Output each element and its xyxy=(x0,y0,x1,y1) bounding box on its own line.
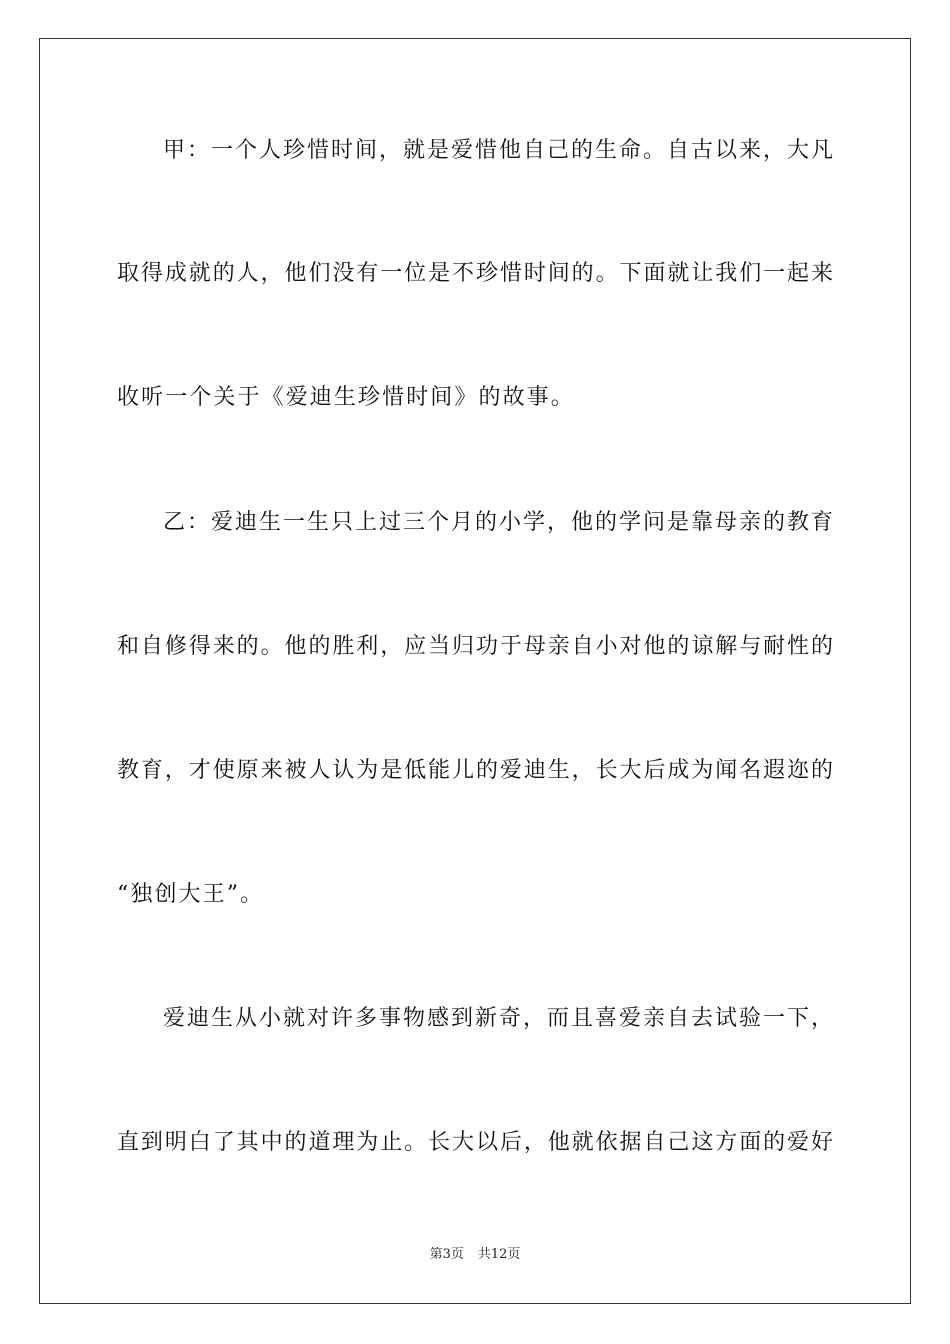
page-border xyxy=(39,38,911,1304)
paragraph-2-line-1: 乙：爱迪生一生只上过三个月的小学，他的学问是靠母亲的教育 xyxy=(163,510,833,535)
total-pages: 共12页 xyxy=(477,1247,521,1262)
paragraph-2-line-4: “独创大王”。 xyxy=(117,882,265,907)
paragraph-3-line-1: 爱迪生从小就对许多事物感到新奇，而且喜爱亲自去试验一下， xyxy=(163,1006,833,1031)
page-footer xyxy=(0,1247,950,1263)
paragraph-2-line-2: 和自修得来的。他的胜利，应当归功于母亲自小对他的谅解与耐性的 xyxy=(117,634,833,659)
paragraph-3-line-2: 直到明白了其中的道理为止。长大以后，他就依据自己这方面的爱好 xyxy=(117,1130,833,1155)
paragraph-2-line-3: 教育，才使原来被人认为是低能儿的爱迪生，长大后成为闻名遐迩的 xyxy=(117,758,833,783)
paragraph-1-line-3: 收听一个关于《爱迪生珍惜时间》的故事。 xyxy=(117,385,575,410)
paragraph-1-line-2: 取得成就的人，他们没有一位是不珍惜时间的。下面就让我们一起来 xyxy=(117,261,833,286)
page-number: 第3页 xyxy=(429,1247,464,1262)
paragraph-1-line-1: 甲：一个人珍惜时间，就是爱惜他自己的生命。自古以来，大凡 xyxy=(163,138,833,163)
